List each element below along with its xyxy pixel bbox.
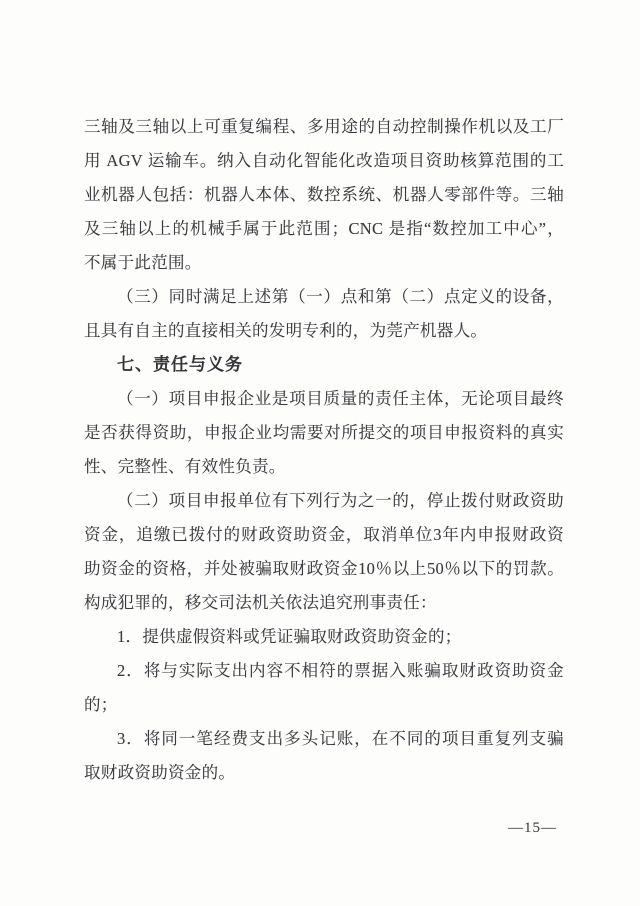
text-line: 及三轴以上的机械手属于此范围；CNC 是指“数控加工中心”，: [84, 219, 564, 238]
text-line: 用 AGV 运输车。纳入自动化智能化改造项目资助核算范围的工: [84, 151, 564, 170]
section-heading: 七、责任与义务: [117, 355, 243, 374]
text-line: 3．将同一笔经费支出多头记账，在不同的项目重复列支骗: [117, 729, 564, 748]
text-line: 不属于此范围。: [84, 253, 202, 272]
text-line: 的；: [84, 695, 118, 714]
text-line: 性、完整性、有效性负责。: [84, 457, 286, 476]
text-line: （一）项目申报企业是项目质量的责任主体，无论项目最终: [117, 389, 564, 408]
text-line: 取财政资助资金的。: [84, 763, 236, 782]
text-line: 1．提供虚假资料或凭证骗取财政资助资金的；: [117, 627, 462, 646]
text-line: （三）同时满足上述第（一）点和第（二）点定义的设备，: [117, 287, 564, 306]
text-line: 构成犯罪的，移交司法机关依法追究刑事责任：: [84, 593, 437, 612]
text-line: 业机器人包括：机器人本体、数控系统、机器人零部件等。三轴: [84, 185, 564, 204]
text-line: 助资金的资格，并处被骗取财政资金10％以上50％以下的罚款。: [84, 559, 564, 578]
text-line: 2．将与实际支出内容不相符的票据入账骗取财政资助资金: [117, 661, 564, 680]
text-line: 资金，追缴已拨付的财政资助资金，取消单位3年内申报财政资: [84, 525, 564, 544]
page-number: —15—: [508, 820, 557, 836]
text-line: （二）项目申报单位有下列行为之一的，停止拨付财政资助: [117, 491, 564, 510]
text-line: 且具有自主的直接相关的发明专利的，为莞产机器人。: [84, 321, 488, 340]
text-line: 三轴及三轴以上可重复编程、多用途的自动控制操作机以及工厂: [84, 117, 564, 136]
document-body: [84, 110, 564, 790]
text-line: 是否获得资助，申报企业均需要对所提交的项目申报资料的真实: [84, 423, 564, 442]
